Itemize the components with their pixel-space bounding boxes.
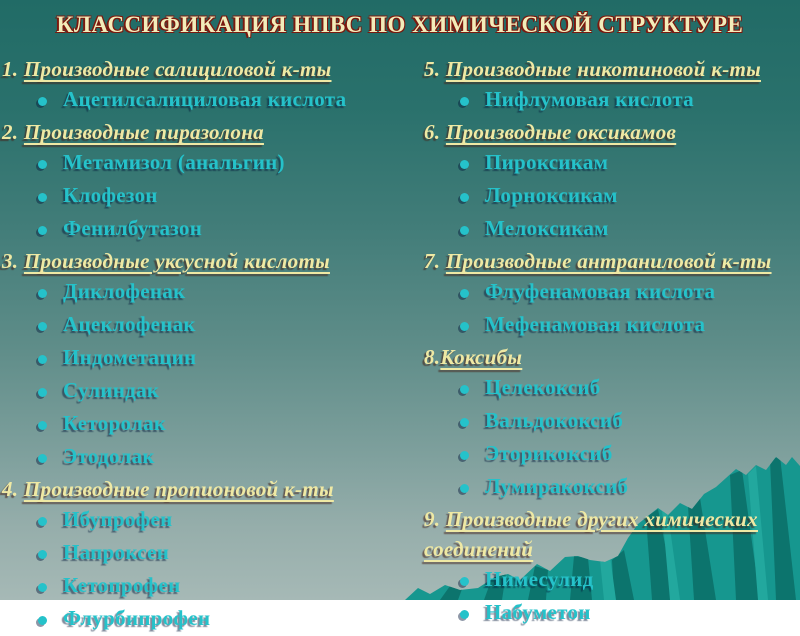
- bullet-icon: [38, 517, 47, 526]
- drug-list-item: [2, 570, 402, 603]
- drug-name: Диклофенак: [63, 279, 186, 303]
- drug-name: Флуфенамовая кислота: [485, 279, 716, 303]
- drug-list-item: [2, 147, 402, 180]
- bullet-icon: [460, 610, 469, 619]
- drug-name: Вальдококсиб: [485, 408, 624, 432]
- drug-list-item: [2, 408, 402, 441]
- bullet-icon: [38, 616, 47, 625]
- drug-list-item: [2, 342, 402, 375]
- drug-name: Нифлумовая кислота: [485, 87, 694, 111]
- drug-name: Лорноксикам: [485, 183, 618, 207]
- drug-list-item: [424, 84, 798, 117]
- bullet-icon: [38, 421, 47, 430]
- drug-name: Сулиндак: [63, 378, 160, 402]
- heading-number: 6.: [424, 120, 446, 144]
- heading-text: Производные антраниловой к-ты: [445, 249, 772, 273]
- heading-number: 7.: [424, 249, 446, 273]
- drug-name: Кеторолак: [63, 411, 167, 435]
- group-heading: [2, 117, 402, 147]
- bullet-icon: [38, 160, 47, 169]
- bullet-icon: [38, 193, 47, 202]
- drug-name: Набуметон: [485, 600, 591, 624]
- group-heading: [2, 54, 402, 84]
- bullet-icon: [460, 226, 469, 235]
- drug-list-item: [2, 84, 402, 117]
- classification-column-right: [424, 54, 798, 630]
- heading-number: 9.: [424, 507, 446, 531]
- heading-text: Производные пиразолона: [23, 120, 264, 144]
- drug-list-item: [2, 213, 402, 246]
- heading-text: Производные других химических соединений: [424, 507, 758, 561]
- bullet-icon: [460, 451, 469, 460]
- drug-list-item: [424, 438, 798, 471]
- drug-list-item: [424, 372, 798, 405]
- bullet-icon: [460, 385, 469, 394]
- drug-name: Мелоксикам: [485, 216, 609, 240]
- bullet-icon: [460, 97, 469, 106]
- group-heading: [424, 504, 798, 564]
- drug-list-item: [2, 375, 402, 408]
- heading-text: Производные оксикамов: [445, 120, 677, 144]
- group-heading: [424, 54, 798, 84]
- drug-list-item: [424, 213, 798, 246]
- drug-name: Клофезон: [63, 183, 158, 207]
- drug-name: Лумиракоксиб: [485, 474, 629, 498]
- drug-list-item: [424, 147, 798, 180]
- bullet-icon: [38, 454, 47, 463]
- bullet-icon: [460, 418, 469, 427]
- drug-list-item: [2, 504, 402, 537]
- heading-text: Производные салициловой к-ты: [23, 57, 332, 81]
- drug-list-item: [2, 441, 402, 474]
- bullet-icon: [38, 322, 47, 331]
- group-heading: [2, 246, 402, 276]
- drug-name: Индометацин: [63, 345, 197, 369]
- drug-name: Кетопрофен: [63, 573, 181, 597]
- drug-name: Метамизол (анальгин): [63, 150, 285, 174]
- drug-name: Флурбипрофен: [63, 606, 211, 630]
- heading-text: Производные пропионовой к-ты: [23, 477, 334, 501]
- drug-name: Напроксен: [63, 540, 170, 564]
- heading-text: Производные никотиновой к-ты: [445, 57, 761, 81]
- drug-list-item: [424, 276, 798, 309]
- heading-number: 3.: [2, 249, 24, 273]
- heading-text: Коксибы: [440, 345, 523, 369]
- bullet-icon: [460, 193, 469, 202]
- bullet-icon: [38, 550, 47, 559]
- group-heading: [424, 117, 798, 147]
- bullet-icon: [460, 577, 469, 586]
- drug-list-item: [424, 309, 798, 342]
- bullet-icon: [38, 355, 47, 364]
- heading-text: Производные уксусной кислоты: [23, 249, 330, 273]
- drug-list-item: [424, 180, 798, 213]
- drug-list-item: [2, 309, 402, 342]
- drug-name: Этодолак: [63, 444, 155, 468]
- drug-list-item: [424, 564, 798, 597]
- drug-list-item: [424, 597, 798, 630]
- drug-name: Нимесулид: [485, 567, 594, 591]
- group-heading: [2, 474, 402, 504]
- drug-name: Мефенамовая кислота: [485, 312, 706, 336]
- heading-number: 2.: [2, 120, 24, 144]
- drug-name: Ацеклофенак: [63, 312, 196, 336]
- slide-title: КЛАССИФИКАЦИЯ НПВС ПО ХИМИЧЕСКОЙ СТРУКТУРЕ: [56, 12, 744, 37]
- drug-list-item: [424, 405, 798, 438]
- drug-name: Ибупрофен: [63, 507, 173, 531]
- bullet-icon: [38, 226, 47, 235]
- heading-number: 4.: [2, 477, 24, 501]
- drug-list-item: [424, 471, 798, 504]
- bullet-icon: [38, 97, 47, 106]
- drug-list-item: [2, 180, 402, 213]
- drug-list-item: [2, 276, 402, 309]
- bullet-icon: [460, 322, 469, 331]
- drug-list-item: [2, 603, 402, 636]
- drug-name: Эторикоксиб: [485, 441, 613, 465]
- group-heading: [424, 342, 798, 372]
- classification-column-left: [2, 54, 402, 636]
- bullet-icon: [460, 484, 469, 493]
- drug-name: Целекоксиб: [485, 375, 601, 399]
- drug-list-item: [2, 537, 402, 570]
- group-heading: [424, 246, 798, 276]
- bullet-icon: [460, 289, 469, 298]
- heading-number: 8.: [424, 345, 441, 369]
- heading-number: 5.: [424, 57, 446, 81]
- drug-name: Пироксикам: [485, 150, 609, 174]
- bullet-icon: [38, 388, 47, 397]
- drug-name: Ацетилсалициловая кислота: [63, 87, 347, 111]
- bullet-icon: [460, 160, 469, 169]
- bullet-icon: [38, 289, 47, 298]
- drug-name: Фенилбутазон: [63, 216, 203, 240]
- bullet-icon: [38, 583, 47, 592]
- heading-number: 1.: [2, 57, 24, 81]
